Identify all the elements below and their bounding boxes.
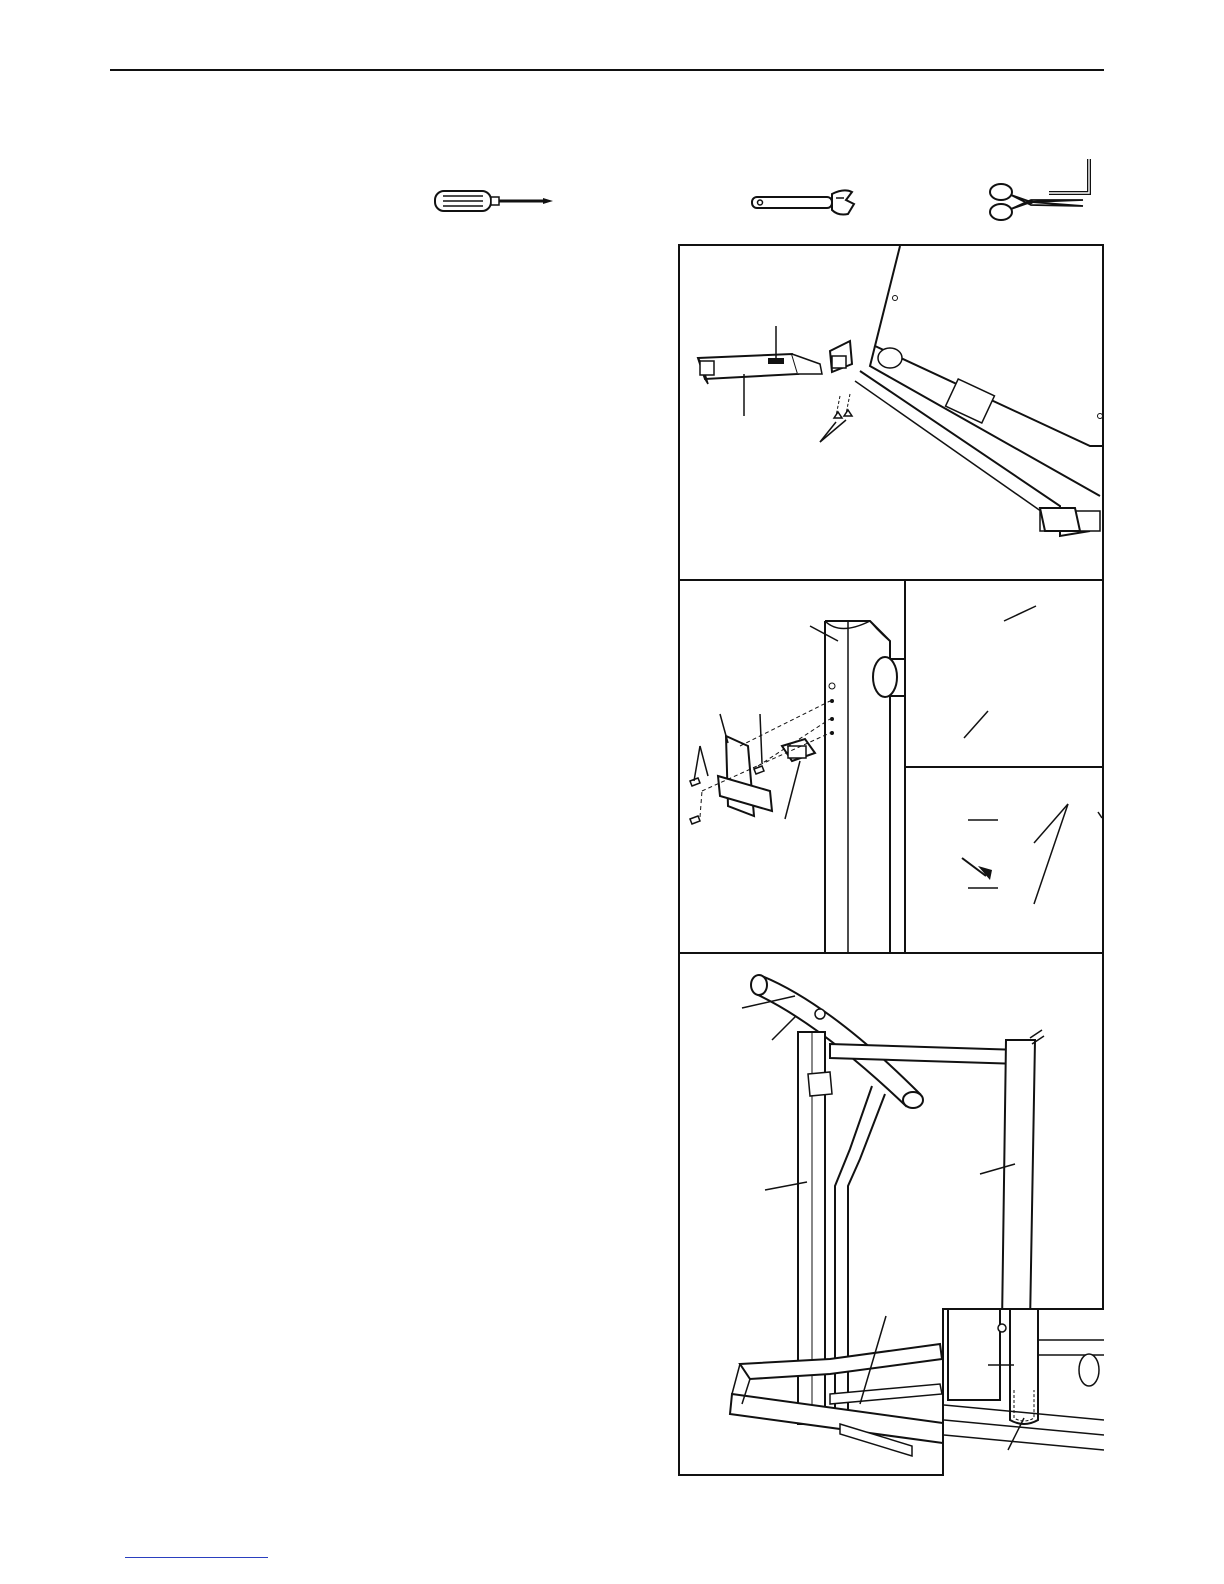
adjustable-wrench-icon [748,186,860,223]
upright-bracket-assembly-diagram [680,581,906,954]
footer-link-underline [125,1557,268,1558]
allen-wrench-icon [1045,157,1097,202]
assembly-figure-frame [678,244,1104,1476]
header-rule [110,69,1104,71]
detail-diagram-middle-right [906,768,1102,954]
detail-diagram-top-right [906,581,1102,768]
screwdriver-icon [433,186,557,221]
base-extension-assembly-diagram [680,246,1102,581]
upright-base-inset-diagram [942,1308,1104,1476]
